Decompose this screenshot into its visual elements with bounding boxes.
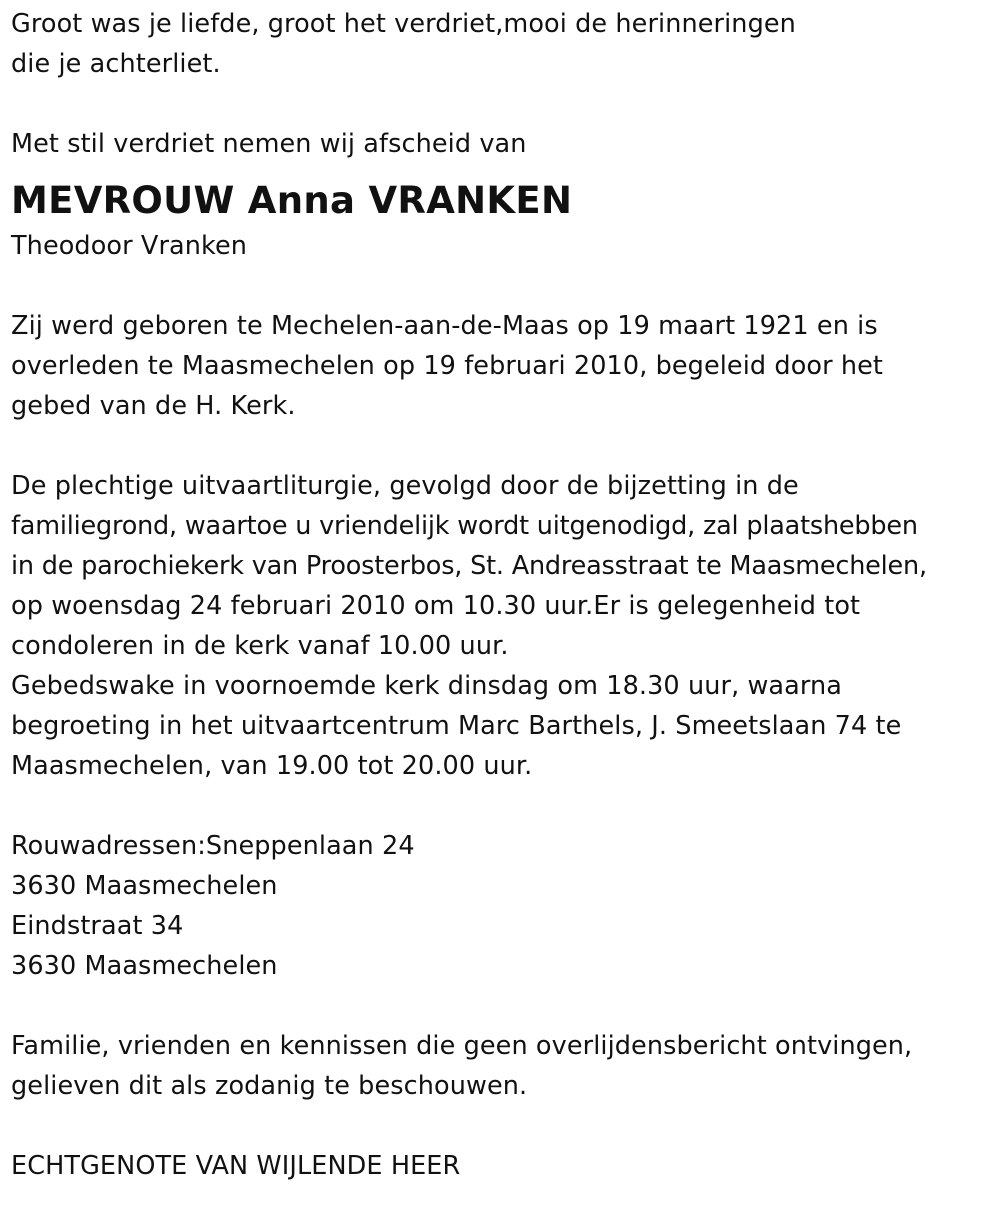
birth-death-line-2: overleden te Maasmechelen op 19 februari 2010, begeleid door het (11, 351, 884, 381)
birth-death-line-3: gebed van de H. Kerk. (11, 391, 296, 421)
deceased-relation: Theodoor Vranken (11, 231, 248, 261)
spacer (11, 786, 996, 826)
service-line-8: Maasmechelen, van 19.00 tot 20.00 uur. (11, 751, 533, 781)
closing-text: ECHTGENOTE VAN WIJLENDE HEER (11, 1151, 461, 1181)
service-line-1: De plechtige uitvaartliturgie, gevolgd door de bijzetting in de (11, 471, 799, 501)
service-line-5: condoleren in de kerk vanaf 10.00 uur. (11, 631, 509, 661)
intro-line-1: Groot was je liefde, groot het verdriet,mooi de herinneringen (11, 9, 796, 39)
address-line-1: Rouwadressen:Sneppenlaan 24 (11, 831, 415, 861)
service-line-6: Gebedswake in voornoemde kerk dinsdag om 18.30 uur, waarna (11, 671, 843, 701)
spacer (11, 266, 996, 306)
intro-line-2: die je achterliet. (11, 49, 221, 79)
address-line-3: Eindstraat 34 (11, 911, 184, 941)
notice-line-2: gelieven dit als zodanig te beschouwen. (11, 1071, 528, 1101)
spacer (11, 84, 996, 124)
address-line-4: 3630 Maasmechelen (11, 951, 278, 981)
spacer (11, 1106, 996, 1146)
notice-line-1: Familie, vrienden en kennissen die geen overlijdensbericht ontvingen, (11, 1031, 913, 1061)
spacer (11, 986, 996, 1026)
service-line-2: familiegrond, waartoe u vriendelijk wordt uitgenodigd, zal plaatshebben (11, 511, 918, 541)
deceased-name: MEVROUW Anna VRANKEN (11, 179, 573, 222)
announcement-text: Met stil verdriet nemen wij afscheid van (11, 129, 527, 159)
obituary-document (11, 0, 996, 1186)
service-line-3: in de parochiekerk van Proosterbos, St. Andreasstraat te Maasmechelen, (11, 551, 927, 581)
service-line-4: op woensdag 24 februari 2010 om 10.30 uur.Er is gelegenheid tot (11, 591, 861, 621)
spacer (11, 426, 996, 466)
service-line-7: begroeting in het uitvaartcentrum Marc Barthels, J. Smeetslaan 74 te (11, 711, 902, 741)
address-line-2: 3630 Maasmechelen (11, 871, 278, 901)
birth-death-line-1: Zij werd geboren te Mechelen-aan-de-Maas op 19 maart 1921 en is (11, 311, 878, 341)
